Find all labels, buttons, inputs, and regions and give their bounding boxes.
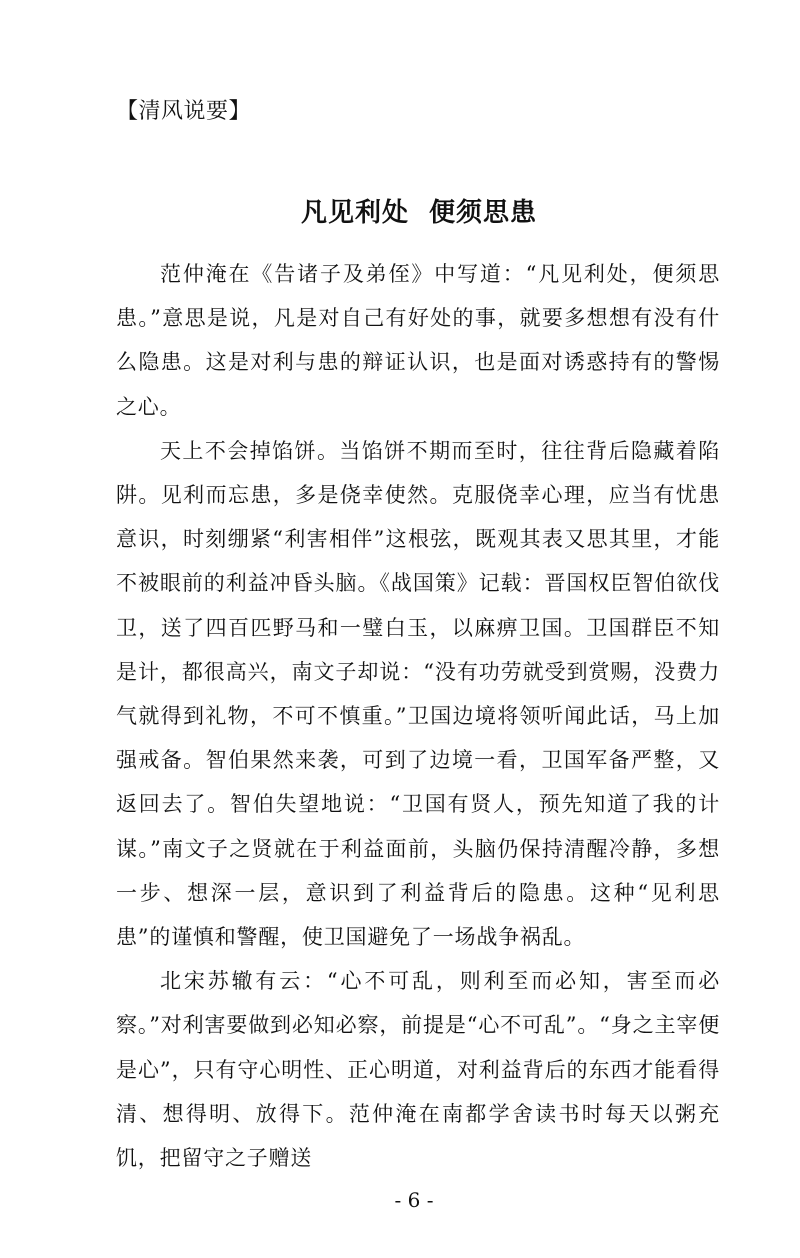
article-title: 凡见利处 便须思患	[300, 198, 538, 229]
paragraph-1: 范仲淹在《告诸子及弟侄》中写道：“凡见利处，便须思患。”意思是说，凡是对自己有好处的事，就要多想想有没有什么隐患。这是对利与患的辩证认识，也是面对诱惑持有的警惕之心。	[116, 262, 720, 419]
article-body	[116, 252, 720, 1180]
page-number: - 6 -	[394, 1188, 434, 1212]
paragraph-3: 北宋苏辙有云：“心不可乱，则利至而必知，害至而必察。”对利害要做到必知必察，前提是“心不可乱”。“身之主宰便是心”，只有守心明性、正心明道，对利益背后的东西才能看得清、想得明、放得下。范仲淹在南都学舍读书时每天以粥充饥，把留守之子赠送	[116, 969, 720, 1171]
column-tag: 【清风说要】	[116, 99, 252, 124]
paragraph-2: 天上不会掉馅饼。当馅饼不期而至时，往往背后隐藏着陷阱。见利而忘患，多是侥幸使然。克服侥幸心理，应当有忧患意识，时刻绷紧“利害相伴”这根弦，既观其表又思其里，才能不被眼前的利益冲昏头脑。《战国策》记载：晋国权臣智伯欲伐卫，送了四百匹野马和一璧白玉，以麻痹卫国。卫国群臣不知是计，都很高兴，南文子却说：“没有功劳就受到赏赐，没费力气就得到礼物，不可不慎重。”卫国边境将领听闻此话，马上加强戒备。智伯果然来袭，可到了边境一看，卫国军备严整，又返回去了。智伯失望地说：“卫国有贤人，预先知道了我的计谋。”南文子之贤就在于利益面前，头脑仍保持清醒冷静，多想一步、想深一层，意识到了利益背后的隐患。这种“见利思患”的谨慎和警醒，使卫国避免了一场战争祸乱。	[116, 438, 720, 950]
